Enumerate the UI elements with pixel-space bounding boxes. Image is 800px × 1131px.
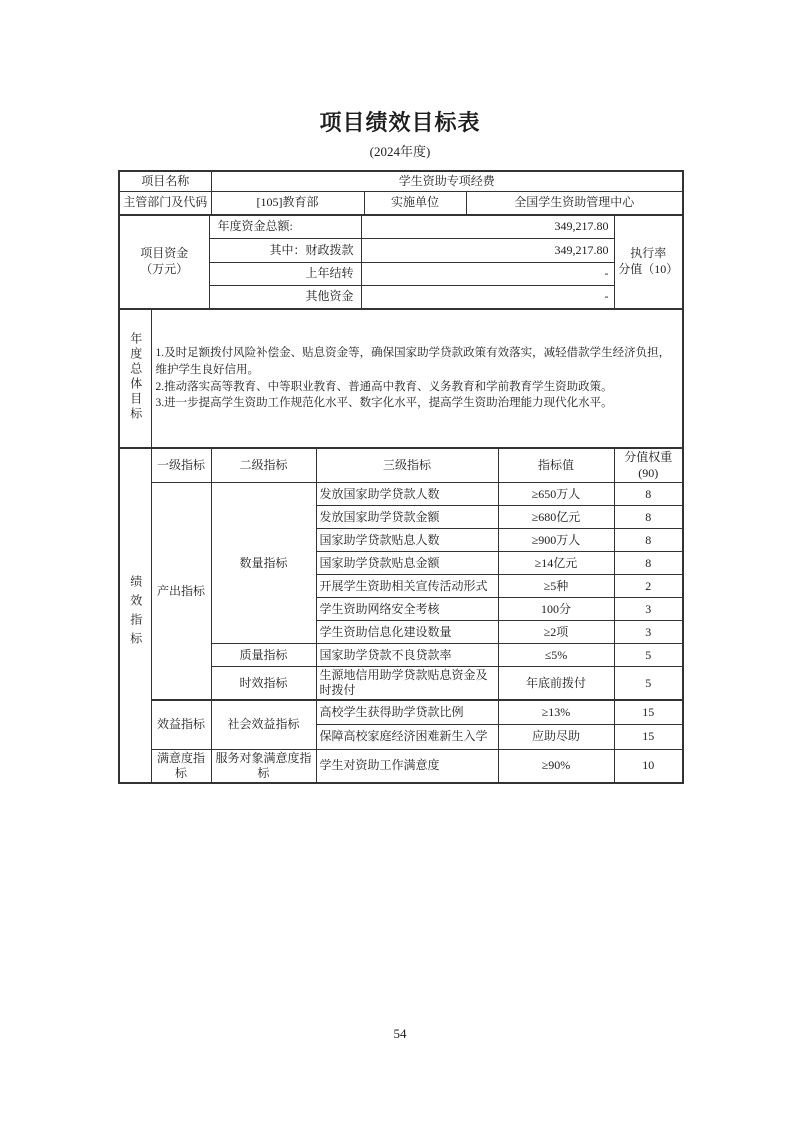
annual-goals-side-label	[119, 309, 151, 448]
indicator-name: 高校学生获得助学贷款比例	[316, 700, 498, 724]
indicators-table	[118, 447, 684, 784]
annual-goals-content	[151, 309, 683, 448]
indicators-header-row	[119, 448, 683, 483]
funding-other-value: -	[361, 285, 614, 309]
funding-other-label: 其他资金	[209, 285, 361, 309]
funding-fiscal-value: 349,217.80	[361, 238, 614, 262]
indicator-weight: 3	[614, 621, 683, 644]
level2-timeliness: 时效指标	[211, 667, 316, 701]
level1-output: 产出指标	[151, 483, 211, 701]
indicator-value: 应助尽助	[498, 724, 614, 749]
indicator-value: ≥5种	[498, 575, 614, 598]
indicator-weight: 3	[614, 598, 683, 621]
header-level2: 二级指标	[211, 448, 316, 483]
indicator-name: 发放国家助学贷款人数	[316, 483, 498, 506]
indicator-weight: 8	[614, 552, 683, 575]
indicator-value: 年底前拨付	[498, 667, 614, 701]
indicator-value: ≥14亿元	[498, 552, 614, 575]
table-row	[119, 215, 683, 238]
indicator-weight: 8	[614, 506, 683, 529]
basic-info-table	[118, 170, 684, 216]
header-weight	[614, 448, 683, 483]
annual-goals-side-label-text: 年度总体目标	[128, 331, 143, 422]
indicator-value: ≥900万人	[498, 529, 614, 552]
project-name-value: 学生资助专项经费	[211, 171, 683, 191]
table-row	[119, 309, 683, 448]
indicator-row	[119, 700, 683, 724]
level2-quantity: 数量指标	[211, 483, 316, 644]
execution-rate-label	[614, 215, 683, 309]
performance-target-table	[118, 170, 682, 784]
indicator-name: 保障高校家庭经济困难新生入学	[316, 724, 498, 749]
header-weight-line1: 分值权重	[624, 450, 673, 464]
funding-fiscal-label: 其中：财政拨款	[209, 238, 361, 262]
indicator-weight: 10	[614, 749, 683, 783]
indicator-weight: 5	[614, 644, 683, 667]
indicator-name: 学生对资助工作满意度	[316, 749, 498, 783]
indicators-side-label-text: 绩效指标	[128, 575, 143, 652]
indicator-weight: 2	[614, 575, 683, 598]
header-weight-line2: (90)	[638, 465, 659, 480]
funding-side-label	[119, 215, 209, 309]
page-title: 项目绩效目标表	[319, 110, 481, 135]
indicator-weight: 8	[614, 483, 683, 506]
annual-goals-table	[118, 308, 684, 449]
funding-carryover-value: -	[361, 262, 614, 285]
indicator-row	[119, 483, 683, 506]
dept-value: [105]教育部	[211, 191, 364, 215]
indicator-name: 国家助学贷款不良贷款率	[316, 644, 498, 667]
indicator-weight: 15	[614, 700, 683, 724]
indicator-value: ≤5%	[498, 644, 614, 667]
level2-service-satisfaction: 服务对象满意度指标	[211, 749, 316, 783]
level1-benefit: 效益指标	[151, 700, 211, 749]
funding-carryover-label: 上年结转	[209, 262, 361, 285]
indicator-value: ≥90%	[498, 749, 614, 783]
indicator-name: 学生资助网络安全考核	[316, 598, 498, 621]
indicator-weight: 8	[614, 529, 683, 552]
indicator-name: 国家助学贷款贴息人数	[316, 529, 498, 552]
funding-total-label: 年度资金总额:	[209, 215, 361, 238]
header-level3: 三级指标	[316, 448, 498, 483]
indicator-value: ≥2项	[498, 621, 614, 644]
indicator-name: 生源地信用助学贷款贴息资金及时拨付	[316, 667, 498, 701]
indicator-value: 100分	[498, 598, 614, 621]
unit-label: 实施单位	[364, 191, 466, 215]
level2-quality: 质量指标	[211, 644, 316, 667]
indicator-name: 学生资助信息化建设数量	[316, 621, 498, 644]
goal-line-3: 3.进一步提高学生资助工作规范化水平、数字化水平，提高学生资助治理能力现代化水平。	[155, 397, 613, 410]
funding-total-value: 349,217.80	[361, 215, 614, 238]
indicator-weight: 5	[614, 667, 683, 701]
goal-line-1: 1.及时足额拨付风险补偿金、贴息资金等，确保国家助学贷款政策有效落实，减轻借款学生经济负担，维护学生良好信用。	[155, 347, 671, 376]
indicator-value: ≥650万人	[498, 483, 614, 506]
header-value: 指标值	[498, 448, 614, 483]
indicator-name: 开展学生资助相关宣传活动形式	[316, 575, 498, 598]
funding-table	[118, 214, 684, 310]
dept-label: 主管部门及代码	[119, 191, 211, 215]
indicator-value: ≥680亿元	[498, 506, 614, 529]
project-name-label: 项目名称	[119, 171, 211, 191]
funding-side-label-line1: 项目资金	[140, 246, 189, 261]
page-subtitle: (2024年度)	[369, 144, 431, 159]
table-row	[119, 191, 683, 215]
indicator-row	[119, 749, 683, 783]
funding-side-label-line2: （万元）	[140, 262, 189, 276]
indicators-side-label	[119, 448, 151, 783]
execution-rate-line1: 执行率	[630, 246, 667, 261]
indicator-name: 发放国家助学贷款金额	[316, 506, 498, 529]
page-number: 54	[393, 1026, 407, 1041]
goal-line-2: 2.推动落实高等教育、中等职业教育、普通高中教育、义务教育和学前教育学生资助政策。	[155, 380, 613, 393]
indicator-weight: 15	[614, 724, 683, 749]
indicator-value: ≥13%	[498, 700, 614, 724]
header-level1: 一级指标	[151, 448, 211, 483]
level1-satisfaction: 满意度指标	[151, 749, 211, 783]
unit-value: 全国学生资助管理中心	[466, 191, 683, 215]
level2-social-benefit: 社会效益指标	[211, 700, 316, 749]
indicator-name: 国家助学贷款贴息金额	[316, 552, 498, 575]
table-row	[119, 171, 683, 191]
execution-rate-line2: 分值（10）	[618, 262, 679, 276]
